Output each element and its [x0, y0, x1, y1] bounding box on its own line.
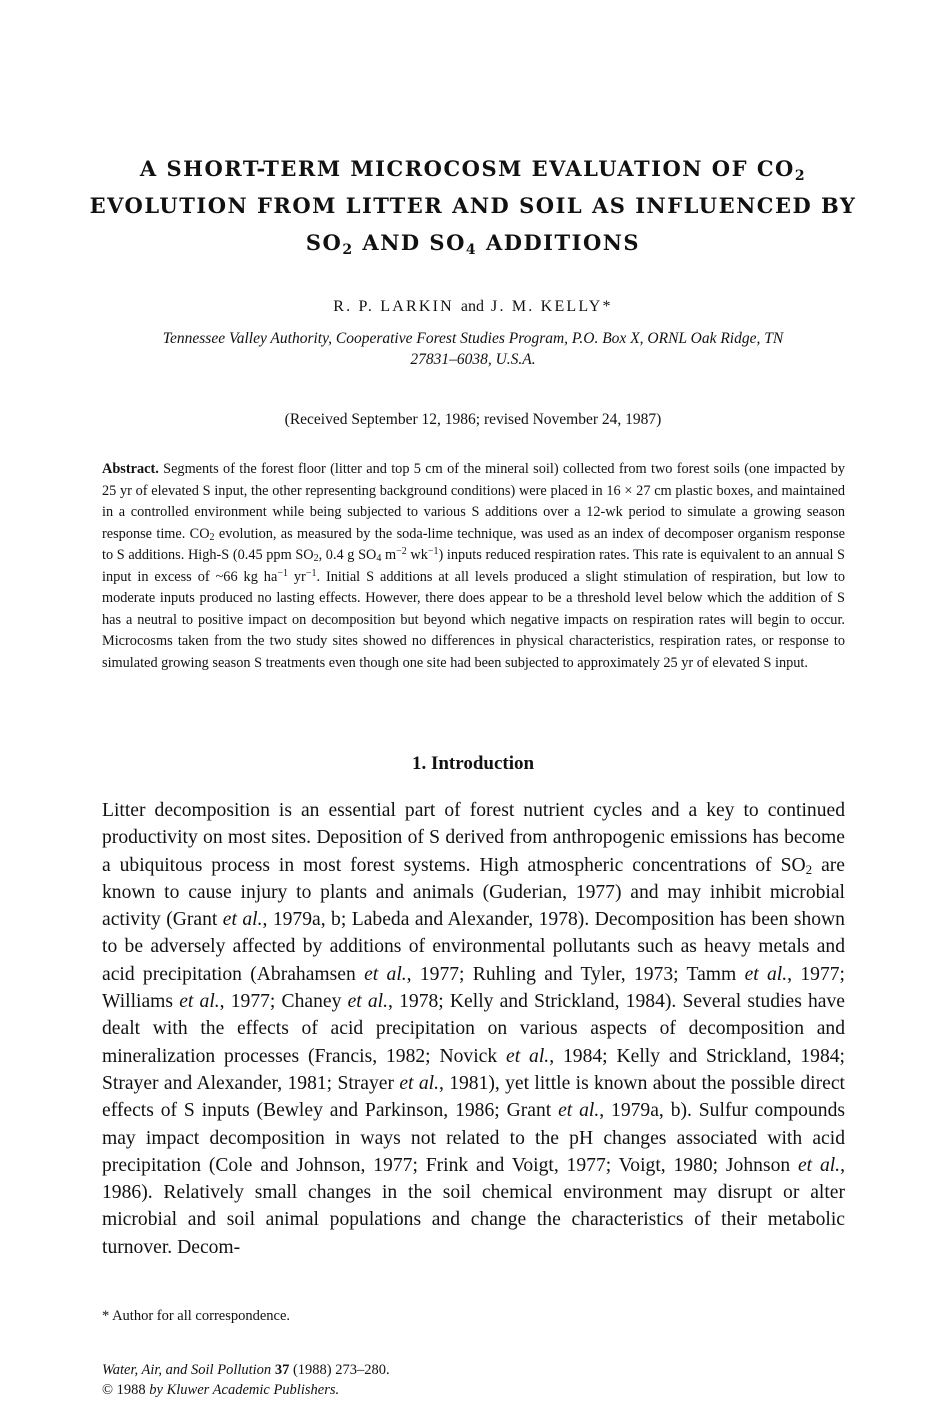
author-line	[60, 298, 886, 316]
footnote: * Author for all correspondence.	[102, 1308, 291, 1324]
abstract: Abstract. Segments of the forest floor (litter and top 5 cm of the mineral soil) collected from two forest soils (one impacted by 25 yr of elevated S input, the other representing background conditions) were placed in 16 × 27 cm plastic boxes, and maintained in a controlled environment while being subjected to various S additions over a 12-wk period to simulate a growing season response time. $CO_2$ evolution, as measured by the soda-lime technique, was used as an index of decomposer organism response to S additions. High-S (0.45 ppm $SO_2$, 0.4 g $SO_4$ $m^{-2}$ $wk^{-1}$) inputs reduced respiration rates. This rate is equivalent to an annual S input in excess of ~66 kg $ha^{-1}$ $yr^{-1}$. Initial S additions at all levels produced a slight stimulation of respiration, but low to moderate inputs produced no lasting effects. However, there does appear to be a threshold level below which the addition of S has a neutral to positive impact on decomposition but beyond which negative impacts on respiration rates will begin to occur. Microcosms taken from the two study sites showed no differences in physical characteristics, respiration rates, or response to simulated growing season S treatments even though one site had been subjected to approximately 25 yr of elevated S input.	[102, 461, 846, 671]
journal-name: Water, Air, and Soil Pollution	[102, 1362, 272, 1378]
journal-volume: 37	[274, 1362, 290, 1378]
title-line-1: A SHORT-TERM MICROCOSM EVALUATION OF $CO_2$	[139, 156, 807, 184]
introduction-paragraph: Litter decomposition is an essential part of forest nutrient cycles and a key to continued productivity on most sites. Deposition of S derived from anthropogenic emissions has become a ubiquitous process in most forest systems. High atmospheric concentrations of $SO_2$ are known to cause injury to plants and animals (Guderian, 1977) and may inhibit microbial activity (Grant et al., 1979a, b; Labeda and Alexander, 1978). Decomposition has been shown to be adversely affected by additions of environmental pollutants such as heavy metals and acid precipitation (Abrahamsen et al., 1977; Ruhling and Tyler, 1973; Tamm et al., 1977; Williams et al., 1977; Chaney et al., 1978; Kelly and Strickland, 1984). Several studies have dealt with the effects of acid precipitation on various aspects of decomposition and mineralization processes (Francis, 1982; Novick et al., 1984; Kelly and Strickland, 1984; Strayer and Alexander, 1981; Strayer et al., 1981), yet little is known about the possible direct effects of S inputs (Bewley and Parkinson, 1986; Grant et al., 1979a, b). Sulfur compounds may impact decomposition in ways not related to the pH changes associated with acid precipitation (Cole and Johnson, 1977; Frink and Voigt, 1977; Voigt, 1980; Johnson et al., 1986). Relatively small changes in the soil chemical environment may disrupt or alter microbial and soil animal populations and change the characteristics of their metabolic turnover. Decom-	[102, 800, 845, 1258]
journal-line: Water, Air, and Soil Pollution 37 (1988) 273–280.	[102, 1362, 390, 1378]
abstract-label: Abstract.	[102, 461, 159, 477]
author-conjunction: and	[460, 298, 485, 315]
journal-citation	[102, 1360, 390, 1400]
author-2: J. M. KELLY*	[491, 298, 613, 315]
affiliation: Tennessee Valley Authority, Cooperative Forest Studies Program, P.O. Box X, ORNL Oak Ridge, TN 27831–6038, U.S.A.	[162, 330, 784, 368]
author-1: R. P. LARKIN	[333, 298, 454, 315]
paper-title	[60, 150, 886, 261]
title-line-2: EVOLUTION FROM LITTER AND SOIL AS INFLUENCED BY	[89, 193, 857, 218]
title-line-3: $SO_2$ AND $SO_4$ ADDITIONS	[305, 230, 641, 258]
section-heading: 1. Introduction	[411, 753, 535, 774]
copyright-line: © 1988 by Kluwer Academic Publishers.	[102, 1382, 340, 1398]
received-dates: (Received September 12, 1986; revised November 24, 1987)	[284, 411, 662, 428]
